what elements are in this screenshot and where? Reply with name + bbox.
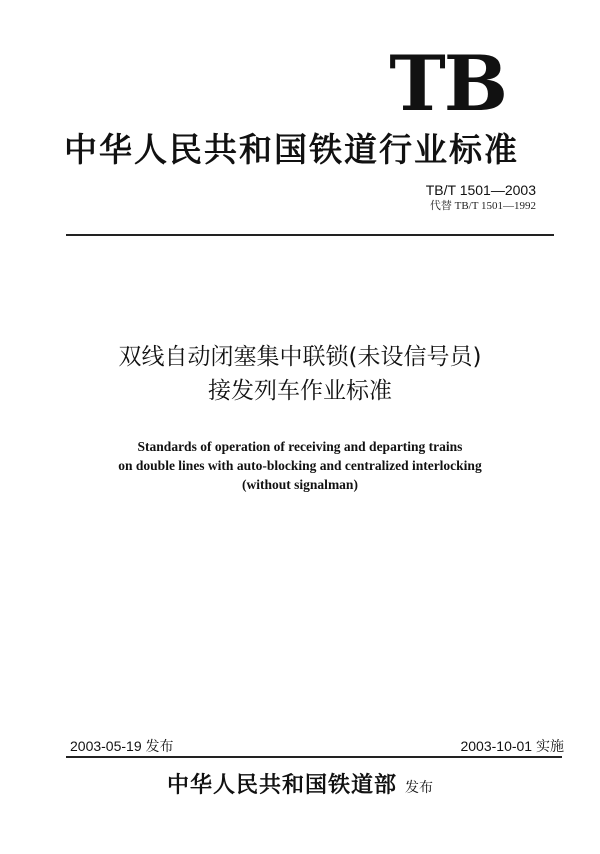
publish-word: 发布 bbox=[405, 780, 433, 796]
header-divider bbox=[66, 234, 554, 236]
issue-date: 2003-05-19 发布 bbox=[70, 738, 174, 754]
title-en-line1: Standards of operation of receiving and departing trains bbox=[137, 439, 463, 454]
title-cn-line2: 接发列车作业标准 bbox=[208, 378, 392, 404]
implementation-date: 2003-10-01 实施 bbox=[460, 738, 564, 754]
title-en-line2: on double lines with auto-blocking and centralized interlocking bbox=[118, 458, 482, 473]
title-en-line3: (without signalman) bbox=[242, 477, 358, 492]
publisher bbox=[0, 771, 600, 802]
standard-number: TB/T 1501—2003 bbox=[425, 182, 536, 198]
footer-divider bbox=[66, 756, 562, 758]
replaces-standard: 代替 TB/T 1501—1992 bbox=[429, 200, 536, 212]
publisher-name: 中华人民共和国铁道部 bbox=[166, 772, 397, 798]
org-title: 中华人民共和国铁道行业标准 bbox=[64, 130, 519, 169]
tb-logo: TB bbox=[389, 39, 506, 128]
title-cn-line1: 双线自动闭塞集中联锁(未设信号员) bbox=[118, 344, 482, 370]
